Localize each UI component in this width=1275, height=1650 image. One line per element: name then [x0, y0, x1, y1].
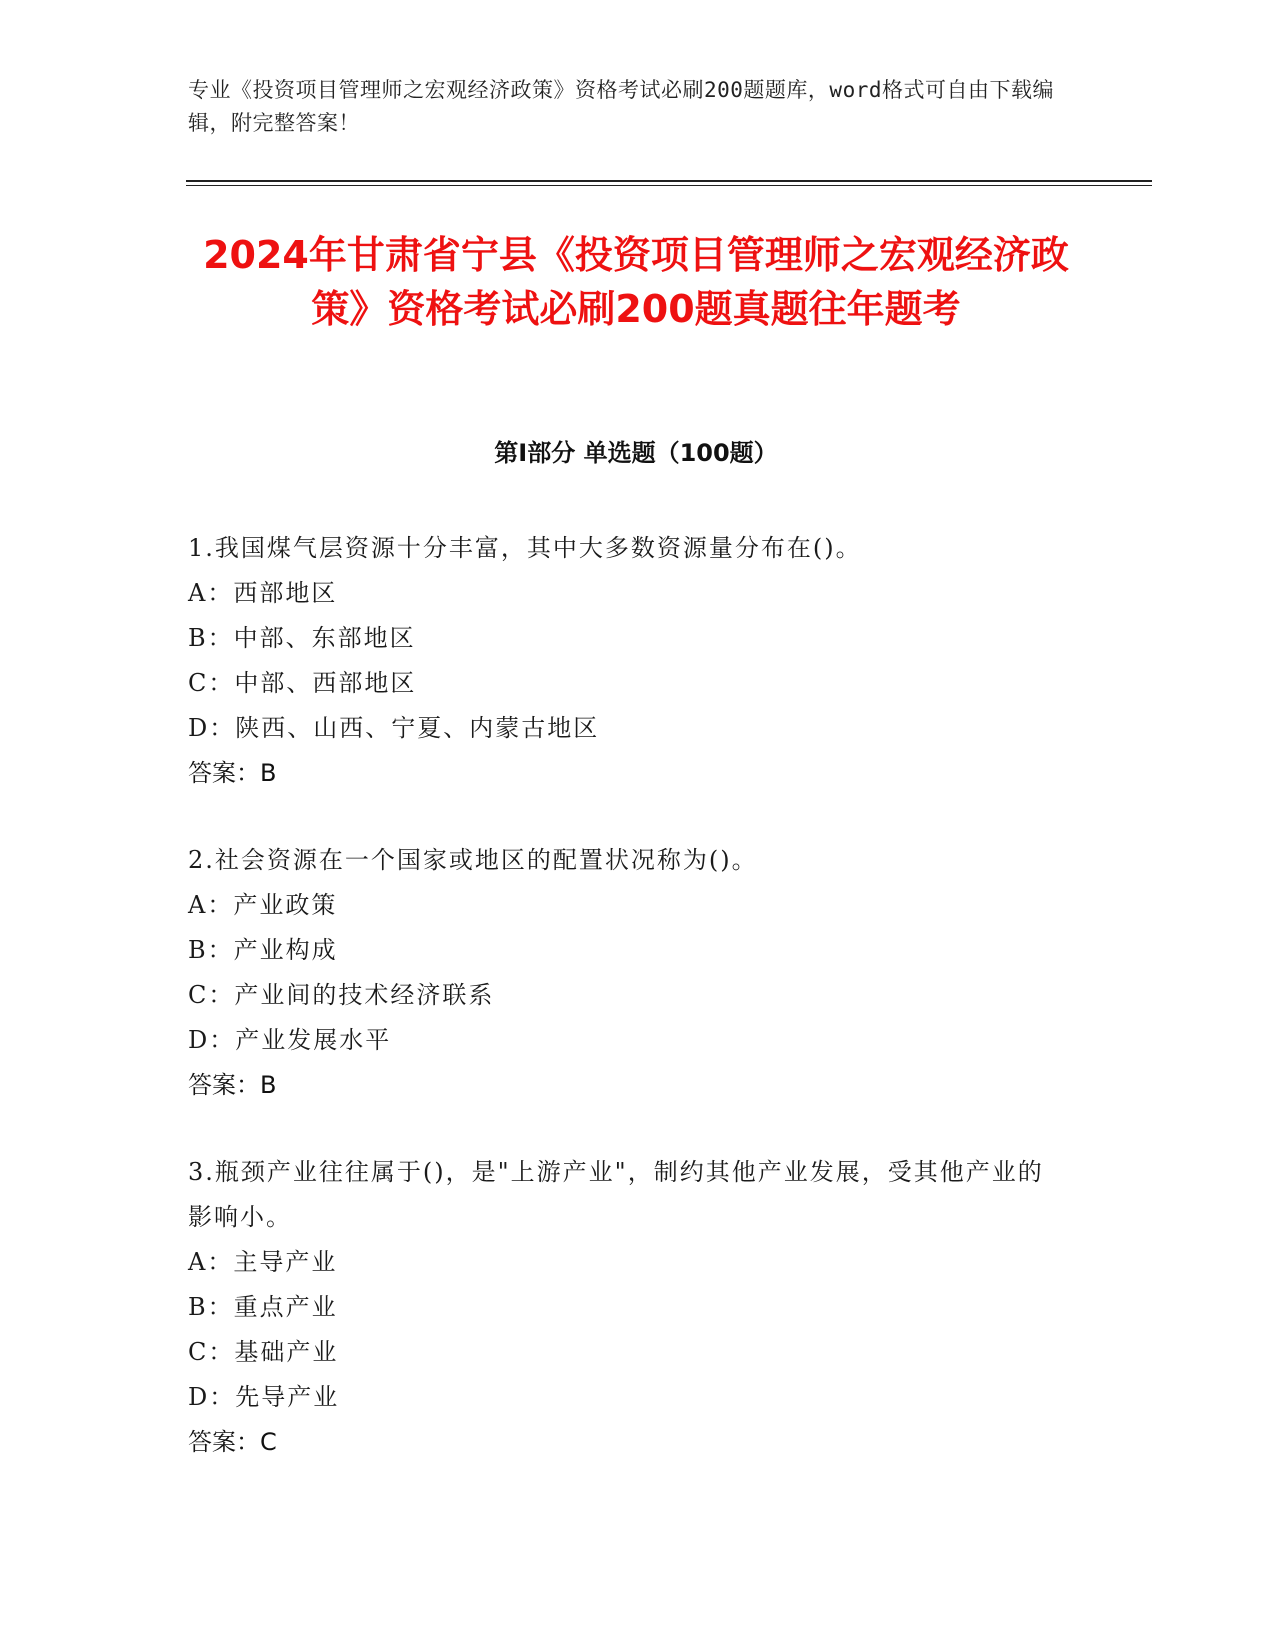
- option-a: A：西部地区: [188, 579, 338, 607]
- option-d: D：产业发展水平: [188, 1026, 392, 1054]
- answer: 答案：B: [188, 759, 277, 787]
- answer: 答案：C: [188, 1428, 277, 1456]
- option-b: B：重点产业: [188, 1293, 338, 1321]
- option-c: C：基础产业: [188, 1338, 339, 1366]
- header-rule-thin: [186, 185, 1152, 186]
- section-title: 第Ⅰ部分 单选题（100题）: [494, 439, 778, 467]
- option-a: A：主导产业: [188, 1248, 338, 1276]
- option-b: B：产业构成: [188, 936, 338, 964]
- header-rule-thick: [186, 180, 1152, 182]
- question-stem: 2.社会资源在一个国家或地区的配置状况称为()。: [188, 846, 758, 874]
- question-list: [188, 526, 1068, 1507]
- option-c: C：中部、西部地区: [188, 669, 417, 697]
- option-a: A：产业政策: [188, 891, 338, 919]
- option-d: D：陕西、山西、宁夏、内蒙古地区: [188, 714, 600, 742]
- question-3: [188, 1150, 1068, 1465]
- option-d: D：先导产业: [188, 1383, 340, 1411]
- answer: 答案：B: [188, 1071, 277, 1099]
- question-stem: 3.瓶颈产业往往属于()，是"上游产业"，制约其他产业发展，受其他产业的影响小。: [188, 1158, 1044, 1231]
- question-stem: 1.我国煤气层资源十分丰富，其中大多数资源量分布在()。: [188, 534, 862, 562]
- question-2: [188, 838, 1068, 1108]
- document-title: 2024年甘肃省宁县《投资项目管理师之宏观经济政策》资格考试必刷200题真题往年题考: [203, 233, 1069, 331]
- header-note: 专业《投资项目管理师之宏观经济政策》资格考试必刷200题题库，word格式可自由下载编辑，附完整答案！: [188, 78, 1054, 135]
- option-c: C：产业间的技术经济联系: [188, 981, 495, 1009]
- option-b: B：中部、东部地区: [188, 624, 416, 652]
- question-1: [188, 526, 1068, 796]
